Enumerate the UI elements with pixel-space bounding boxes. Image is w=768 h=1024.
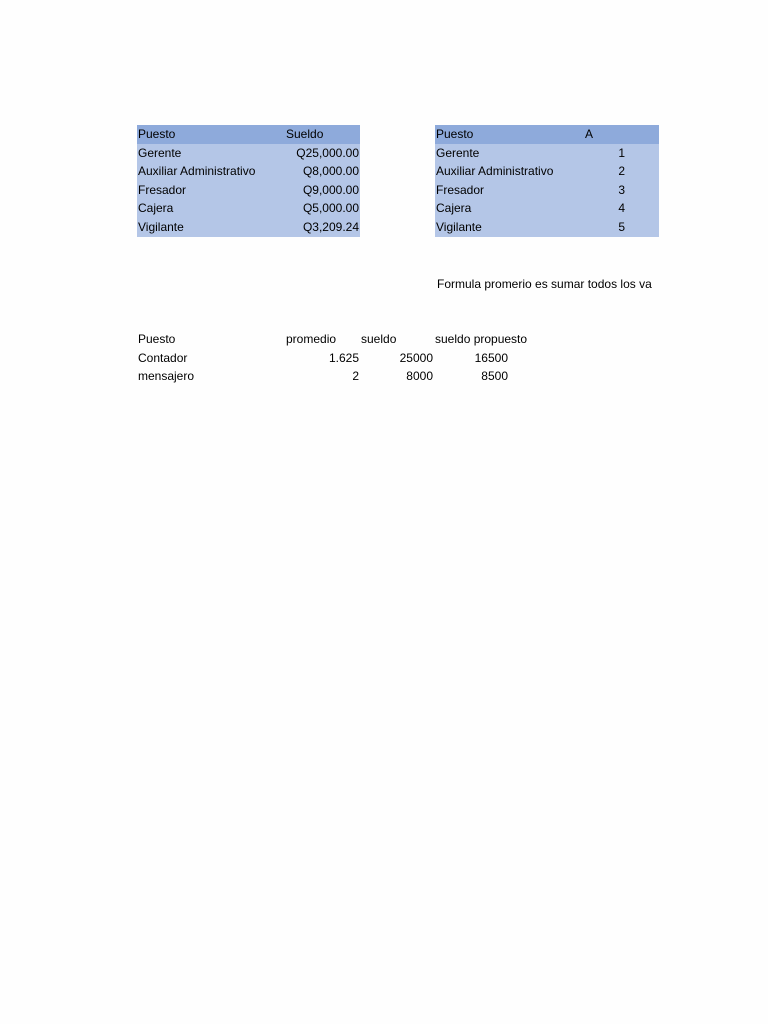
- cell-sueldo[interactable]: Q9,000.00: [285, 181, 360, 200]
- table-row: [137, 367, 509, 386]
- table-row: [435, 144, 659, 163]
- cell-puesto[interactable]: Fresador: [435, 181, 583, 200]
- points-table: [435, 125, 659, 237]
- cell-sueldo[interactable]: 25000: [399, 350, 433, 365]
- points-table-header: [435, 125, 659, 144]
- cell-sueldo[interactable]: Q25,000.00: [285, 144, 360, 163]
- cell-sueldo[interactable]: Q3,209.24: [285, 218, 360, 237]
- header-cell-puesto[interactable]: Puesto: [137, 125, 285, 144]
- cell-sueldo[interactable]: Q8,000.00: [285, 162, 360, 181]
- header-cell-sueldo[interactable]: sueldo: [361, 332, 397, 346]
- cell-a[interactable]: 5: [583, 218, 659, 237]
- header-cell-promedio[interactable]: promedio: [286, 332, 337, 346]
- table-row: [137, 181, 360, 200]
- cell-puesto[interactable]: Cajera: [137, 199, 285, 218]
- table-row: [435, 162, 659, 181]
- header-cell-puesto[interactable]: Puesto: [435, 125, 583, 144]
- cell-puesto[interactable]: Fresador: [137, 181, 285, 200]
- cell-a[interactable]: 1: [583, 144, 659, 163]
- header-cell-sueldo[interactable]: Sueldo: [285, 125, 360, 144]
- proposal-table: [137, 330, 528, 386]
- cell-puesto[interactable]: Vigilante: [137, 218, 285, 237]
- table-row: [435, 199, 659, 218]
- table-row: [435, 181, 659, 200]
- cell-promedio[interactable]: 2: [352, 369, 359, 384]
- header-cell-sueldo-propuesto[interactable]: sueldo propuesto: [435, 332, 528, 346]
- cell-puesto[interactable]: Contador: [138, 350, 188, 365]
- salary-table: [137, 125, 360, 237]
- header-cell-a[interactable]: A: [583, 125, 659, 144]
- table-row: [137, 144, 360, 163]
- proposal-table-header: [137, 330, 509, 349]
- salary-table-header: [137, 125, 360, 144]
- cell-puesto[interactable]: Cajera: [435, 199, 583, 218]
- cell-a[interactable]: 3: [583, 181, 659, 200]
- cell-a[interactable]: 2: [583, 162, 659, 181]
- cell-promedio[interactable]: 1.625: [328, 350, 359, 365]
- cell-puesto[interactable]: Gerente: [435, 144, 583, 163]
- cell-puesto[interactable]: Auxiliar Administrativo: [435, 162, 583, 181]
- cell-sueldo[interactable]: Q5,000.00: [285, 199, 360, 218]
- cell-sueldo[interactable]: 8000: [406, 369, 433, 384]
- cell-a[interactable]: 4: [583, 199, 659, 218]
- table-row: [137, 349, 509, 368]
- table-row: [137, 199, 360, 218]
- table-row: [435, 218, 659, 237]
- cell-sueldo-propuesto[interactable]: 8500: [481, 369, 508, 384]
- cell-puesto[interactable]: Gerente: [137, 144, 285, 163]
- formula-note[interactable]: Formula promerio es sumar todos los va: [437, 277, 652, 291]
- cell-puesto[interactable]: Vigilante: [435, 218, 583, 237]
- cell-puesto[interactable]: mensajero: [138, 369, 195, 384]
- header-cell-puesto[interactable]: Puesto: [138, 332, 176, 346]
- table-row: [137, 218, 360, 237]
- table-row: [137, 162, 360, 181]
- cell-sueldo-propuesto[interactable]: 16500: [474, 350, 508, 365]
- cell-puesto[interactable]: Auxiliar Administrativo: [137, 162, 285, 181]
